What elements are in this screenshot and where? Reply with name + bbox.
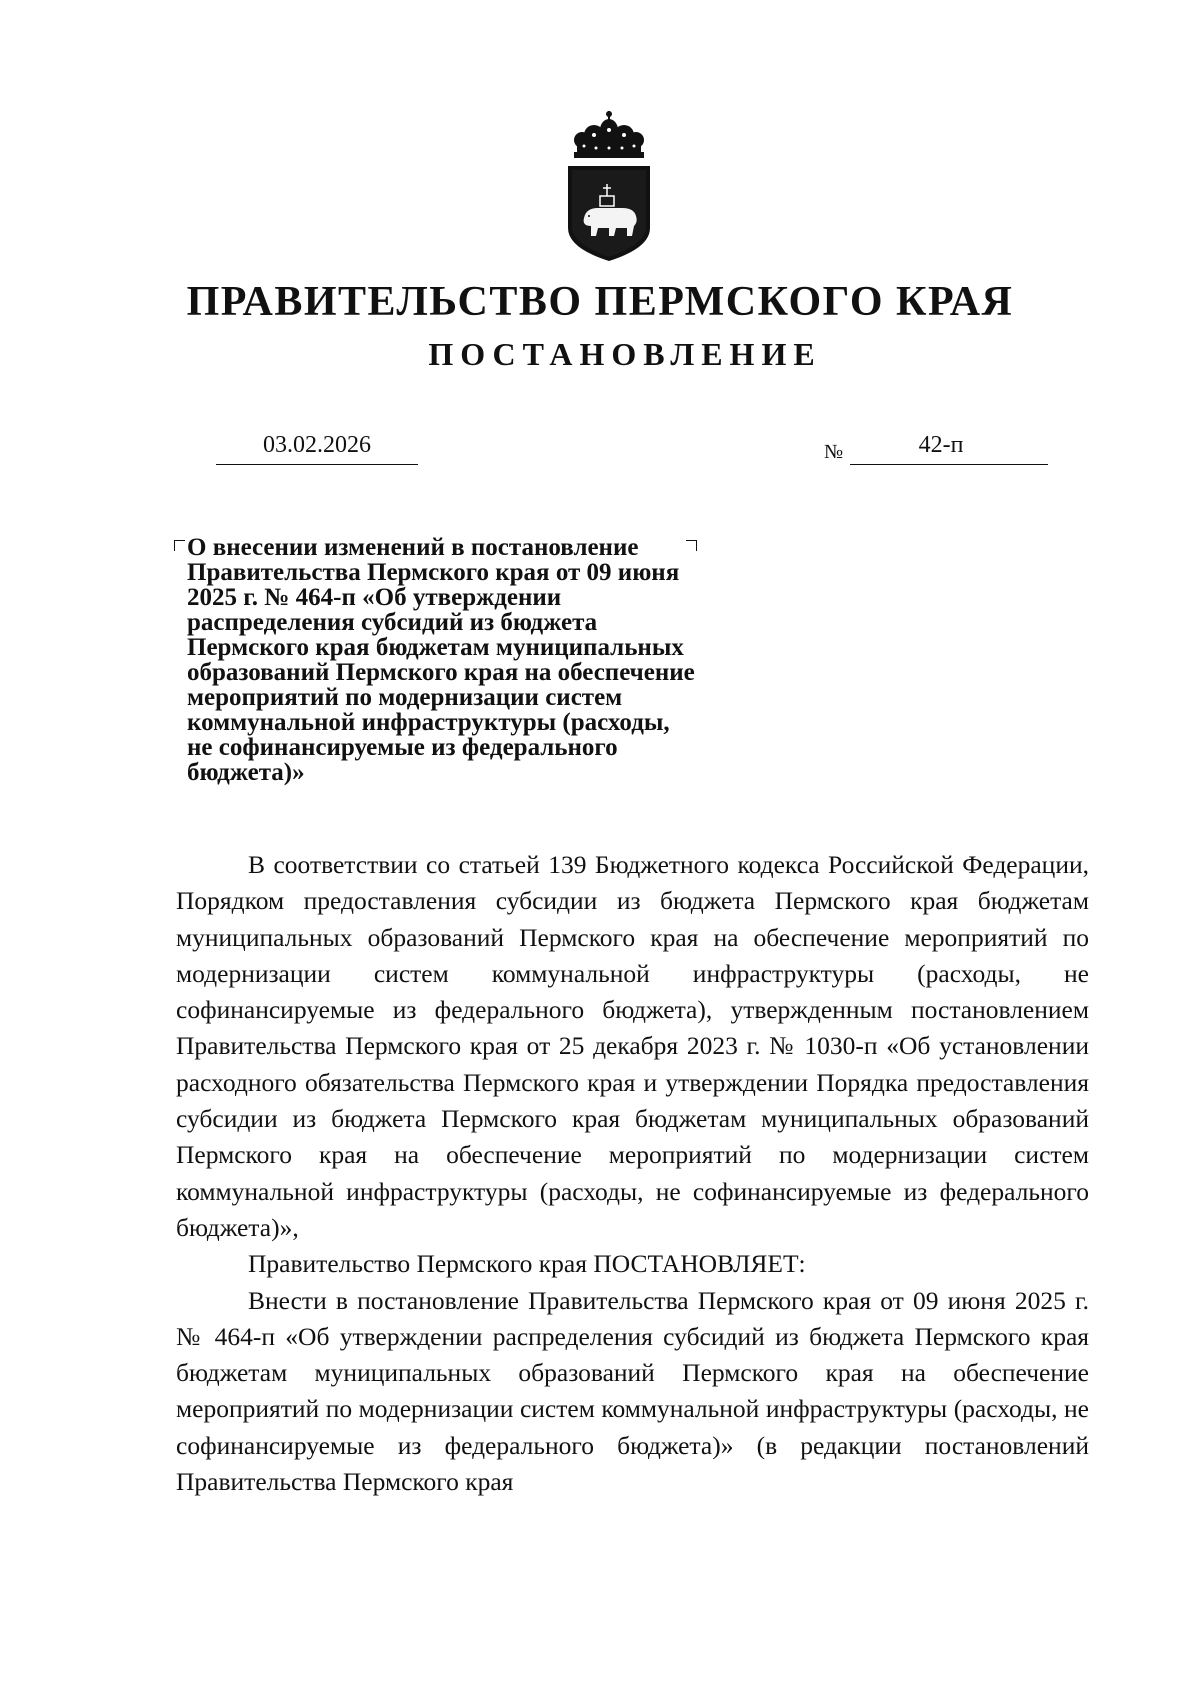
document-subject: О внесении изменений в постановление Правительства Пермского края от 09 июня 2025 г. № 464-п «Об утверждении распределения субсидий из бюджета Пермского края бюджетам муниципальных образований Пермского края на обеспечение мероприятий по модернизации систем коммунальной инфраструктуры (расходы, не софинансируемые из федерального бюджета)»: [187, 534, 695, 786]
body-paragraph: Внести в постановление Правительства Пермского края от 09 июня 2025 г. № 464-п «Об утверждении распределения субсидий из бюджета Пермского края бюджетам муниципальных образований Пермского края на обеспечение мероприятий по модернизации систем коммунальной инфраструктуры (расходы, не софинансируемые из федерального бюджета)» (в редакции постановлений Правительства Пермского края: [176, 1285, 1089, 1497]
document-body: [176, 847, 1089, 1500]
subject-corner-left: [174, 540, 185, 551]
document-number: [850, 428, 1048, 465]
coat-of-arms-icon: [564, 108, 654, 263]
document-date-value: 03.02.2026: [263, 432, 371, 458]
document-date: [216, 428, 418, 465]
document-type-heading: ПОСТАНОВЛЕНИЕ: [428, 336, 822, 372]
body-paragraph: Правительство Пермского края ПОСТАНОВЛЯЕТ:: [248, 1249, 806, 1279]
body-paragraph: В соответствии со статьей 139 Бюджетного кодекса Российской Федерации, Порядком предоставления субсидии из бюджета Пермского края бюджетам муниципальных образований Пермского края на обеспечение мероприятий по модернизации систем коммунальной инфраструктуры (расходы, не софинансируемые из федерального бюджета), утвержденным постановлением Правительства Пермского края от 25 декабря 2023 г. № 1030-п «Об установлении расходного обязательства Пермского края и утверждении Порядка предоставления субсидии из бюджета Пермского края бюджетам муниципальных образований Пермского края на обеспечение мероприятий по модернизации систем коммунальной инфраструктуры (расходы, не софинансируемые из федерального бюджета)»,: [176, 850, 1089, 1242]
government-title: ПРАВИТЕЛЬСТВО ПЕРМСКОГО КРАЯ: [186, 279, 1014, 325]
number-sign: №: [824, 441, 844, 463]
document-number-value: 42-п: [918, 432, 964, 458]
